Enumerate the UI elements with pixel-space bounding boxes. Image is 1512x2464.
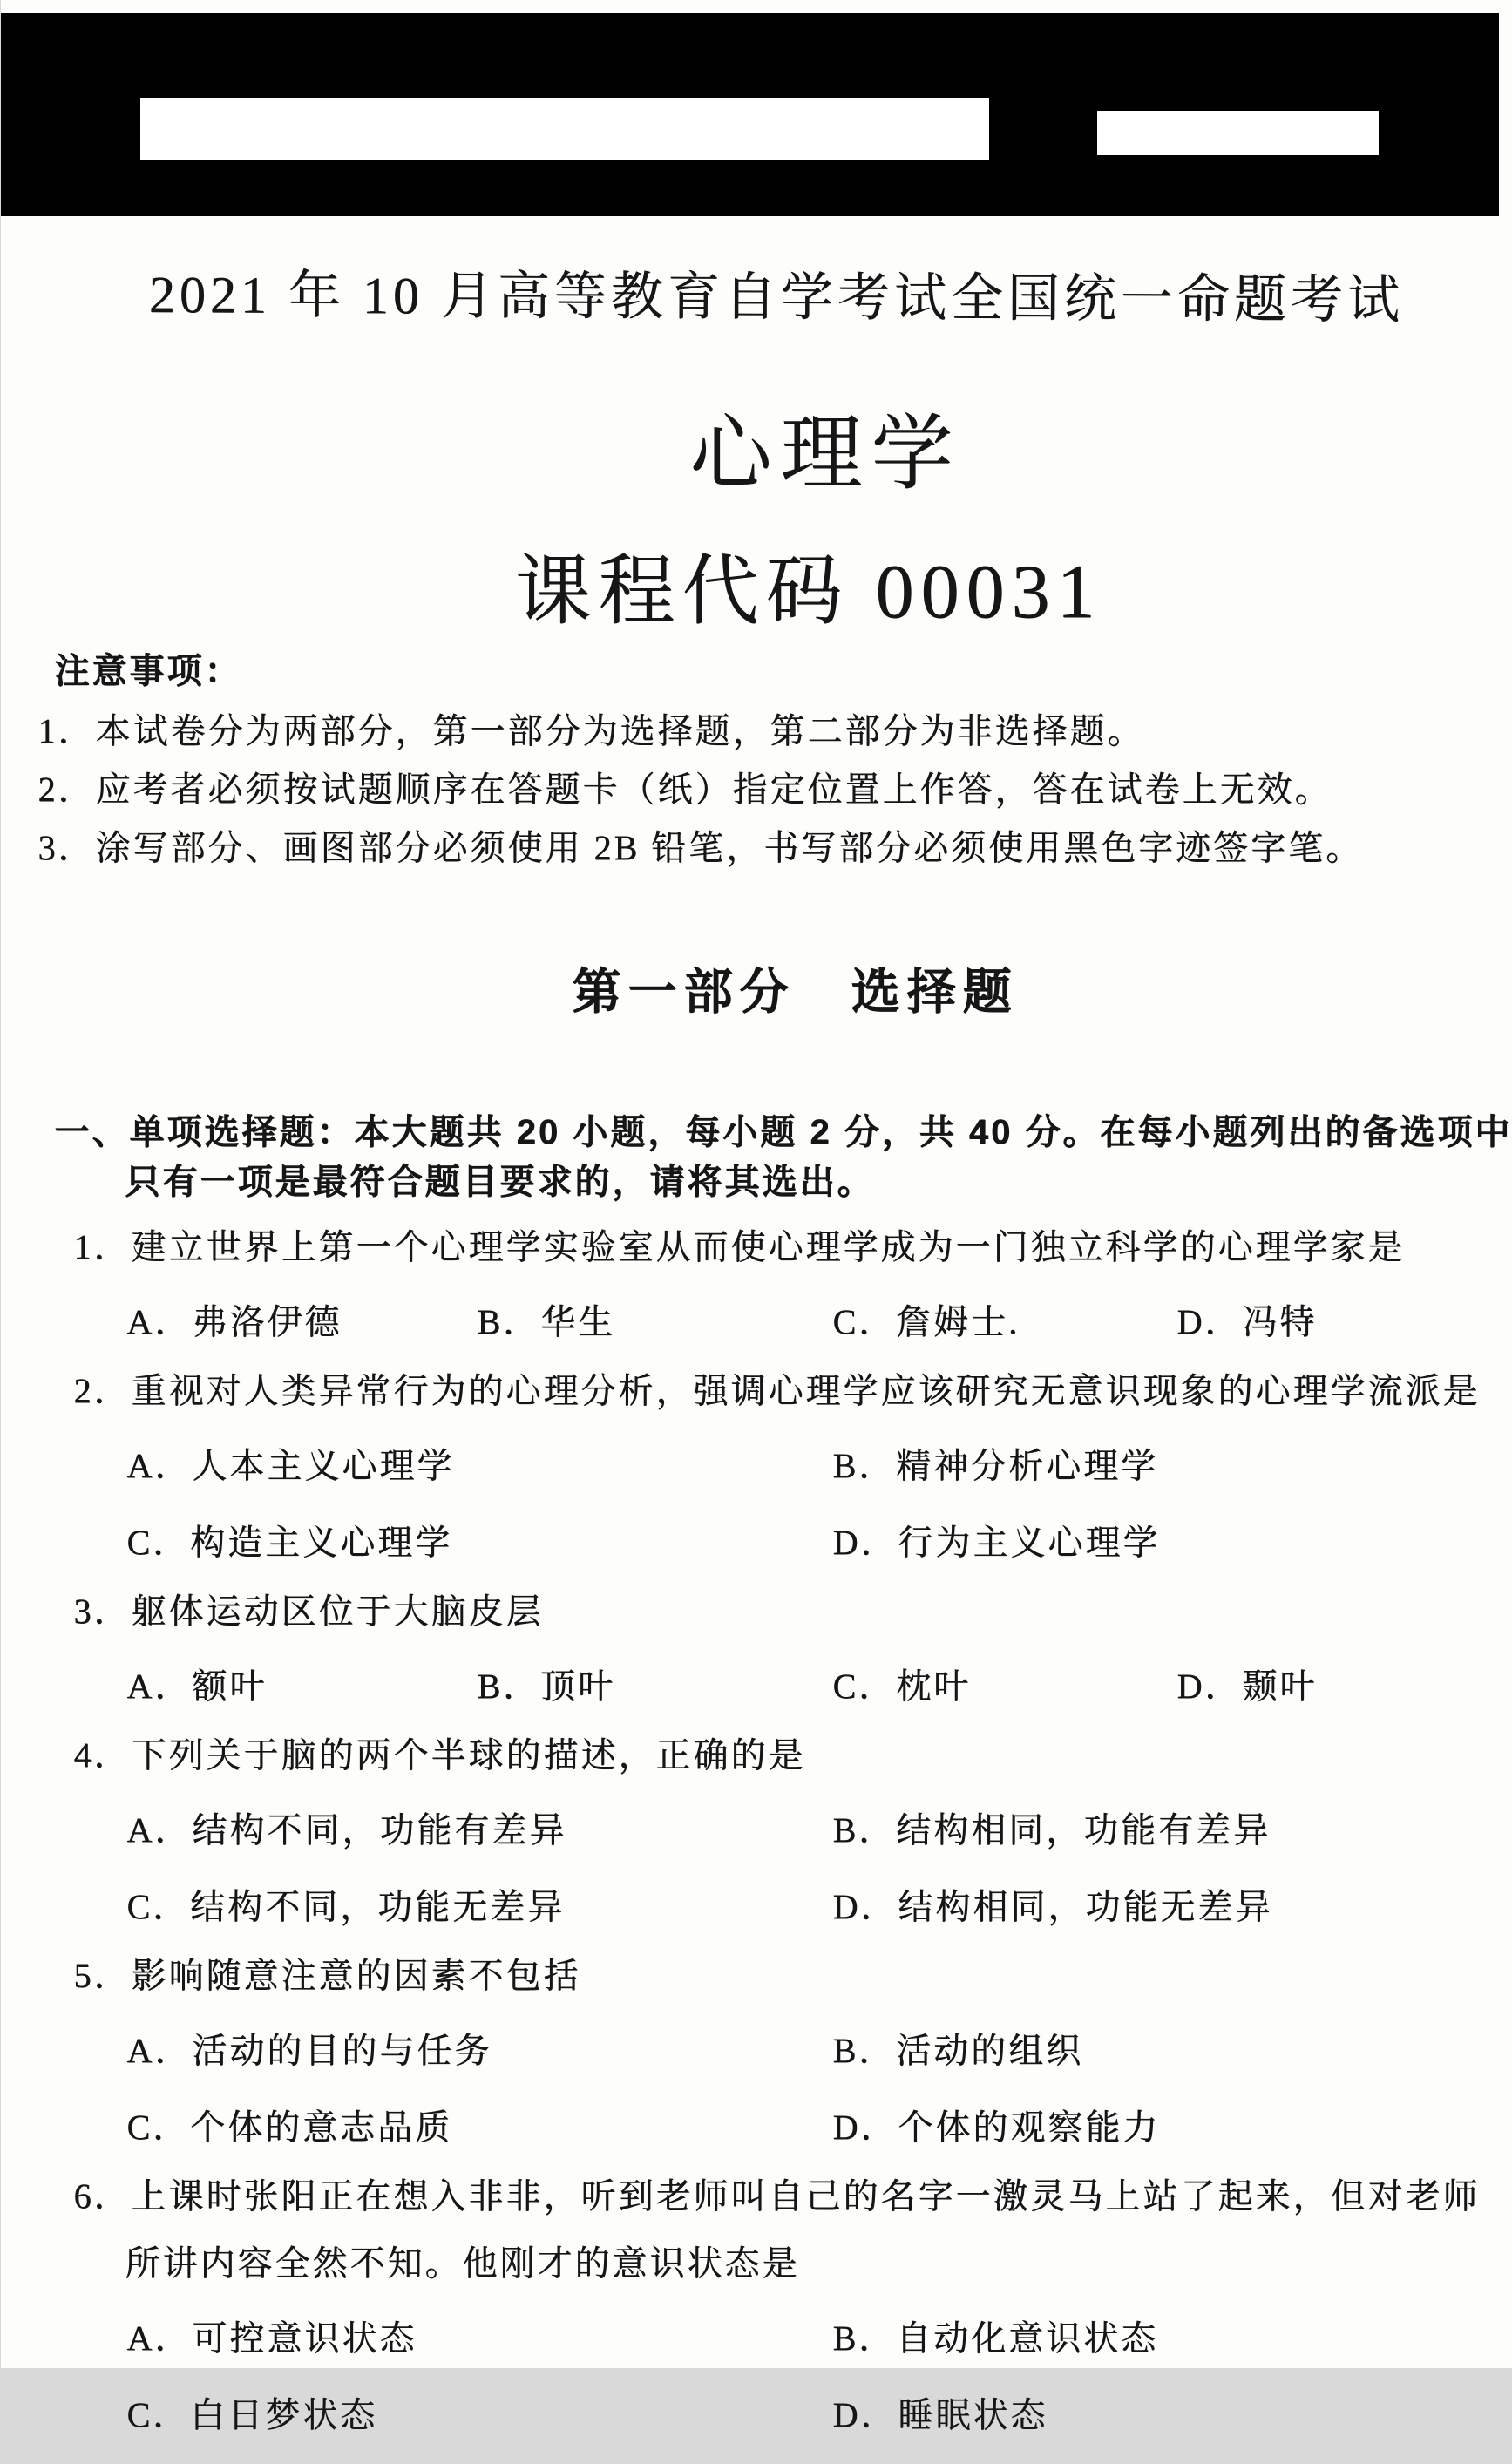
question-stem-continuation: 所讲内容全然不知。他刚才的意识状态是 xyxy=(74,2243,1477,2284)
option-a: A．可控意识状态 xyxy=(127,2311,833,2360)
options-row xyxy=(74,1438,1477,1488)
question-stem: 1．建立世界上第一个心理学实验室从而使心理学成为一门独立科学的心理学家是 xyxy=(74,1227,1477,1267)
options-row xyxy=(74,2387,1477,2437)
option-a: A．人本主义心理学 xyxy=(127,1438,833,1488)
notices-section xyxy=(38,650,1364,886)
exam-paper-page xyxy=(1,0,1512,2368)
notice-item-1: 1．本试卷分为两部分，第一部分为选择题，第二部分为非选择题。 xyxy=(38,711,1364,751)
option-c: C．白日梦状态 xyxy=(127,2387,833,2437)
option-b: B．结构相同，功能有差异 xyxy=(833,1802,1477,1852)
option-d: D．睡眠状态 xyxy=(833,2387,1477,2437)
option-c: C．枕叶 xyxy=(833,1659,1177,1708)
question-stem: 3．躯体运动区位于大脑皮层 xyxy=(74,1592,1477,1632)
option-b: B．顶叶 xyxy=(478,1659,833,1708)
instruction-line-1: 一、单项选择题：本大题共 20 小题，每小题 2 分，共 40 分。在每小题列出的备选项中 xyxy=(55,1112,1512,1152)
question-stem: 6．上课时张阳正在想入非非，听到老师叫自己的名字一激灵马上站了起来，但对老师 xyxy=(74,2176,1477,2216)
question-6 xyxy=(74,2176,1477,2437)
question-2 xyxy=(74,1371,1477,1565)
exam-session-title: 2021 年 10 月高等教育自学考试全国统一命题考试 xyxy=(148,253,1403,333)
question-5 xyxy=(74,1956,1477,2149)
option-c: C．詹姆士. xyxy=(833,1294,1177,1344)
options-row xyxy=(74,1879,1477,1929)
options-row xyxy=(74,2100,1477,2149)
question-1 xyxy=(74,1227,1477,1344)
options-row xyxy=(74,1802,1477,1852)
instruction-line-2: 只有一项是最符合题目要求的，请将其选出。 xyxy=(55,1162,1512,1202)
option-a: A．弗洛伊德 xyxy=(127,1294,478,1344)
question-stem: 2．重视对人类异常行为的心理分析，强调心理学应该研究无意识现象的心理学流派是 xyxy=(74,1371,1477,1411)
question-stem: 5．影响随意注意的因素不包括 xyxy=(74,1956,1477,1996)
redaction-box-1 xyxy=(140,98,989,160)
options-row xyxy=(74,1294,1477,1344)
notices-title: 注意事项： xyxy=(55,650,1364,692)
option-c: C．构造主义心理学 xyxy=(127,1515,833,1565)
option-c: C．结构不同，功能无差异 xyxy=(127,1879,833,1929)
option-d: D．冯特 xyxy=(1177,1294,1477,1344)
options-row xyxy=(74,2023,1477,2073)
part-one-heading: 第一部分 选择题 xyxy=(1,954,1512,1023)
question-4 xyxy=(74,1735,1477,1929)
option-b: B．华生 xyxy=(478,1294,833,1344)
redaction-box-2 xyxy=(1097,111,1379,155)
option-d: D．个体的观察能力 xyxy=(833,2100,1477,2149)
option-d: D．行为主义心理学 xyxy=(833,1515,1477,1565)
option-a: A．结构不同，功能有差异 xyxy=(127,1802,833,1852)
question-3 xyxy=(74,1592,1477,1708)
section-instructions xyxy=(55,1112,1512,1202)
option-d: D．结构相同，功能无差异 xyxy=(833,1879,1477,1929)
option-a: A．额叶 xyxy=(127,1659,478,1708)
option-b: B．活动的组织 xyxy=(833,2023,1477,2073)
option-c: C．个体的意志品质 xyxy=(127,2100,833,2149)
notice-item-3: 3．涂写部分、画图部分必须使用 2B 铅笔，书写部分必须使用黑色字迹签字笔。 xyxy=(38,828,1364,868)
subject-title: 心理学 xyxy=(1,387,1512,505)
options-row xyxy=(74,2311,1477,2360)
options-row xyxy=(74,1515,1477,1565)
questions-list xyxy=(74,1227,1477,2464)
question-stem: 4．下列关于脑的两个半球的描述，正确的是 xyxy=(74,1735,1477,1775)
option-d: D．颞叶 xyxy=(1177,1659,1477,1708)
option-a: A．活动的目的与任务 xyxy=(127,2023,833,2073)
options-row xyxy=(74,1659,1477,1708)
redaction-band xyxy=(1,13,1499,216)
notice-item-2: 2．应考者必须按试题顺序在答题卡（纸）指定位置上作答，答在试卷上无效。 xyxy=(38,770,1364,810)
option-b: B．自动化意识状态 xyxy=(833,2311,1477,2360)
option-b: B．精神分析心理学 xyxy=(833,1438,1477,1488)
course-code: 课程代码 00031 xyxy=(1,530,1512,640)
